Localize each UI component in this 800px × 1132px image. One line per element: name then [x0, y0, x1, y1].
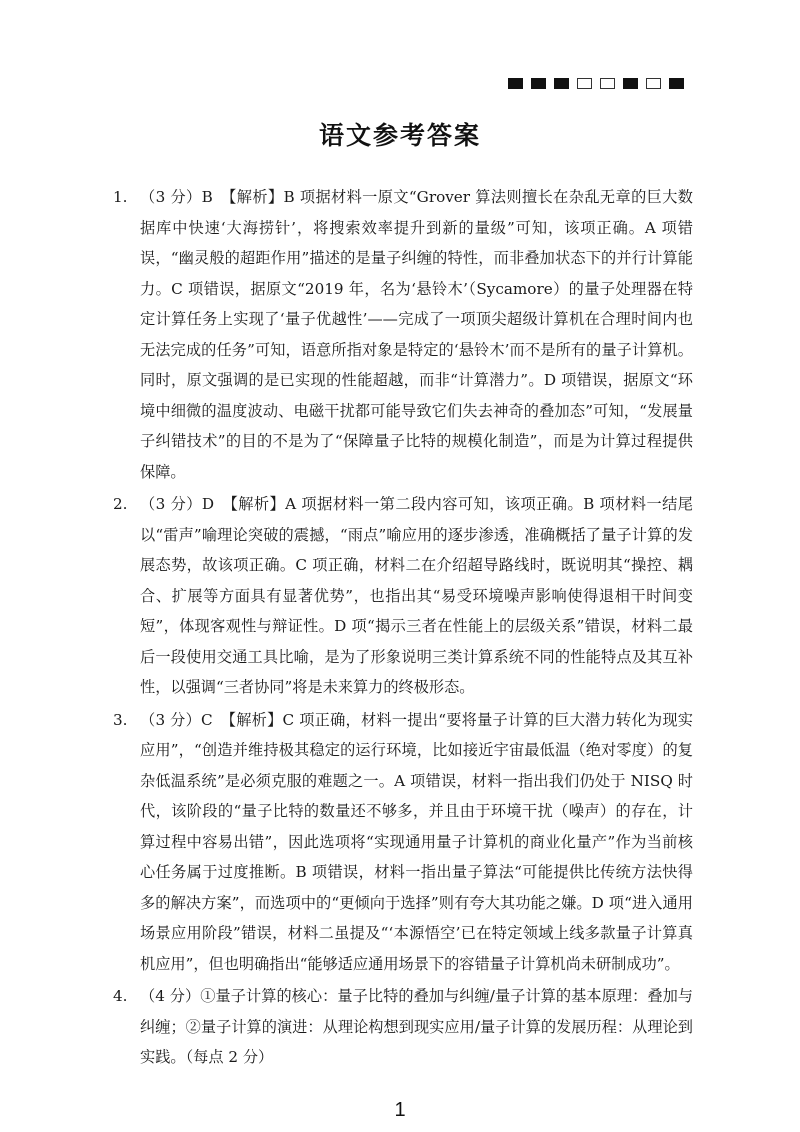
answer-list	[113, 182, 693, 1073]
header-mark	[577, 78, 592, 89]
answer-number: 2.	[113, 495, 128, 513]
header-mark	[646, 78, 661, 89]
answer-number: 1.	[113, 188, 128, 206]
page-number: 1	[394, 1099, 406, 1121]
answer-item-2	[113, 489, 693, 703]
answer-text: （4 分）①量子计算的核心：量子比特的叠加与纠缠/量子计算的基本原理：叠加与纠缠；②量子计算的演进：从理论构想到现实应用/量子计算的发展历程：从理论到实践。（每点 2 分）	[140, 987, 693, 1066]
header-mark	[669, 78, 684, 89]
answer-item-1	[113, 182, 693, 487]
answer-text: （3 分）C 【解析】C 项正确，材料一提出“要将量子计算的巨大潜力转化为现实应用”，“创造并维持极其稳定的运行环境，比如接近宇宙最低温（绝对零度）的复杂低温系统”是必须克服的难题之一。A 项错误，材料一指出我们仍处于 NISQ 时代，该阶段的“量子比特的数量还不够多，并且由于环境干扰（噪声）的存在，计算过程中容易出错”，因此选项将“实现通用量子计算机的商业化量产”作为当前核心任务属于过度推断。B 项错误，材料一指出量子算法“可能提供比传统方法快得多的解决方案”，而选项中的“更倾向于选择”则有夸大其功能之嫌。D 项“进入通用场景应用阶段”错误，材料二虽提及“‘本源悟空’已在特定领域上线多款量子计算真机应用”，但也明确指出“能够适应通用场景下的容错量子计算机尚未研制成功”。	[140, 710, 693, 973]
answer-number: 3.	[113, 710, 128, 729]
answer-item-4	[113, 981, 693, 1073]
answer-text: （3 分）B 【解析】B 项据材料一原文“Grover 算法则擅长在杂乱无章的巨大数据库中快速‘大海捞针’，将搜索效率提升到新的量级”可知，该项正确。A 项错误，“幽灵般的超距作用”描述的是量子纠缠的特性，而非叠加状态下的并行计算能力。C 项错误，据原文“2019 年，名为‘悬铃木’（Sycamore）的量子处理器在特定计算任务上实现了‘量子优越性’——完成了一项顶尖超级计算机在合理时间内也无法完成的任务”可知，语意所指对象是特定的‘悬铃木’而不是所有的量子计算机。同时，原文强调的是已实现的性能超越，而非“计算潜力”。D 项错误，据原文“环境中细微的温度波动、电磁干扰都可能导致它们失去神奇的叠加态”可知，“发展量子纠错技术”的目的不是为了“保障量子比特的规模化制造”，而是为计算过程提供保障。	[140, 188, 693, 481]
answer-number: 4.	[113, 987, 128, 1005]
header-mark	[600, 78, 615, 89]
header-mark	[508, 78, 523, 89]
answer-text: （3 分）D 【解析】A 项据材料一第二段内容可知，该项正确。B 项材料一结尾以“雷声”喻理论突破的震撼，“雨点”喻应用的逐步渗透，准确概括了量子计算的发展态势，故该项正确。C 项正确，材料二在介绍超导路线时，既说明其“操控、耦合、扩展等方面具有显著优势”，也指出其“易受环境噪声影响使得退相干时间变短”，体现客观性与辩证性。D 项“揭示三者在性能上的层级关系”错误，材料二最后一段使用交通工具比喻，是为了形象说明三类计算系统不同的性能特点及其互补性，以强调“三者协同”将是未来算力的终极形态。	[140, 495, 693, 696]
header-mark	[554, 78, 569, 89]
answer-item-3	[113, 705, 693, 980]
page-title: 语文参考答案	[318, 121, 481, 150]
header-mark	[623, 78, 638, 89]
header-mark	[531, 78, 546, 89]
header-marks	[508, 78, 684, 89]
